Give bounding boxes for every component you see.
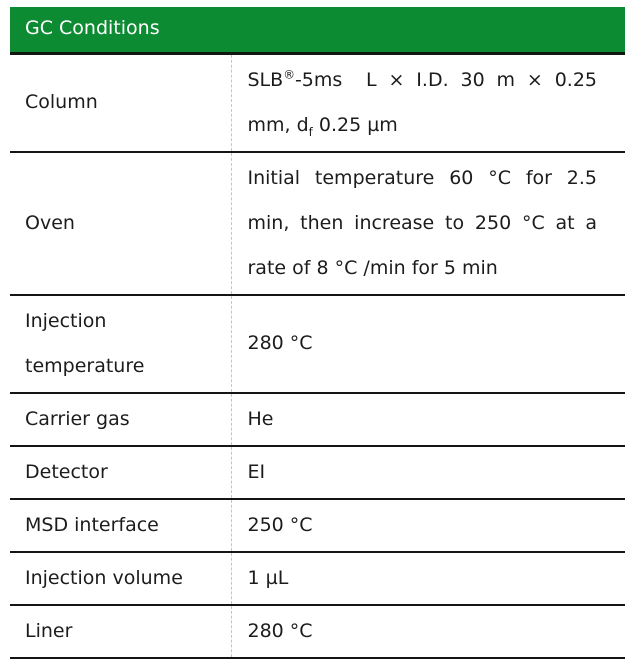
row-label-msd-interface: MSD interface <box>10 499 231 552</box>
table-title: GC Conditions <box>10 7 625 53</box>
row-label-column: Column <box>10 53 231 152</box>
film-thickness-text: 0.25 µm <box>312 113 398 136</box>
registered-trademark-symbol: ® <box>283 67 295 82</box>
column-dimensions-text: -5ms L × I.D. 30 m × 0.25 mm, d <box>247 68 598 136</box>
table-row-carrier-gas <box>10 393 625 446</box>
column-name-text: SLB <box>247 68 284 91</box>
table-row-injection-volume <box>10 552 625 605</box>
row-value-detector: EI <box>231 446 625 499</box>
table-row-msd-interface <box>10 499 625 552</box>
row-label-injection-volume: Injection volume <box>10 552 231 605</box>
row-label-oven: Oven <box>10 152 231 295</box>
row-value-column <box>231 53 625 152</box>
row-value-injection-volume: 1 µL <box>231 552 625 605</box>
table-row-detector <box>10 446 625 499</box>
row-value-msd-interface: 250 °C <box>231 499 625 552</box>
row-value-carrier-gas: He <box>231 393 625 446</box>
table-row-injection-temperature <box>10 295 625 393</box>
row-value-oven: Initial temperature 60 °C for 2.5 min, then increase to 250 °C at a rate of 8 °C /min for 5 min <box>231 152 625 295</box>
row-label-injection-temperature: Injection temperature <box>10 295 231 393</box>
row-label-liner: Liner <box>10 605 231 658</box>
row-value-liner: 280 °C <box>231 605 625 658</box>
gc-conditions-table <box>10 7 625 659</box>
row-label-carrier-gas: Carrier gas <box>10 393 231 446</box>
film-thickness-subscript: f <box>308 124 313 139</box>
row-value-injection-temperature: 280 °C <box>231 295 625 393</box>
table-row-column <box>10 53 625 152</box>
row-label-detector: Detector <box>10 446 231 499</box>
table-header-row <box>10 7 625 53</box>
table-row-liner <box>10 605 625 658</box>
table-row-oven <box>10 152 625 295</box>
